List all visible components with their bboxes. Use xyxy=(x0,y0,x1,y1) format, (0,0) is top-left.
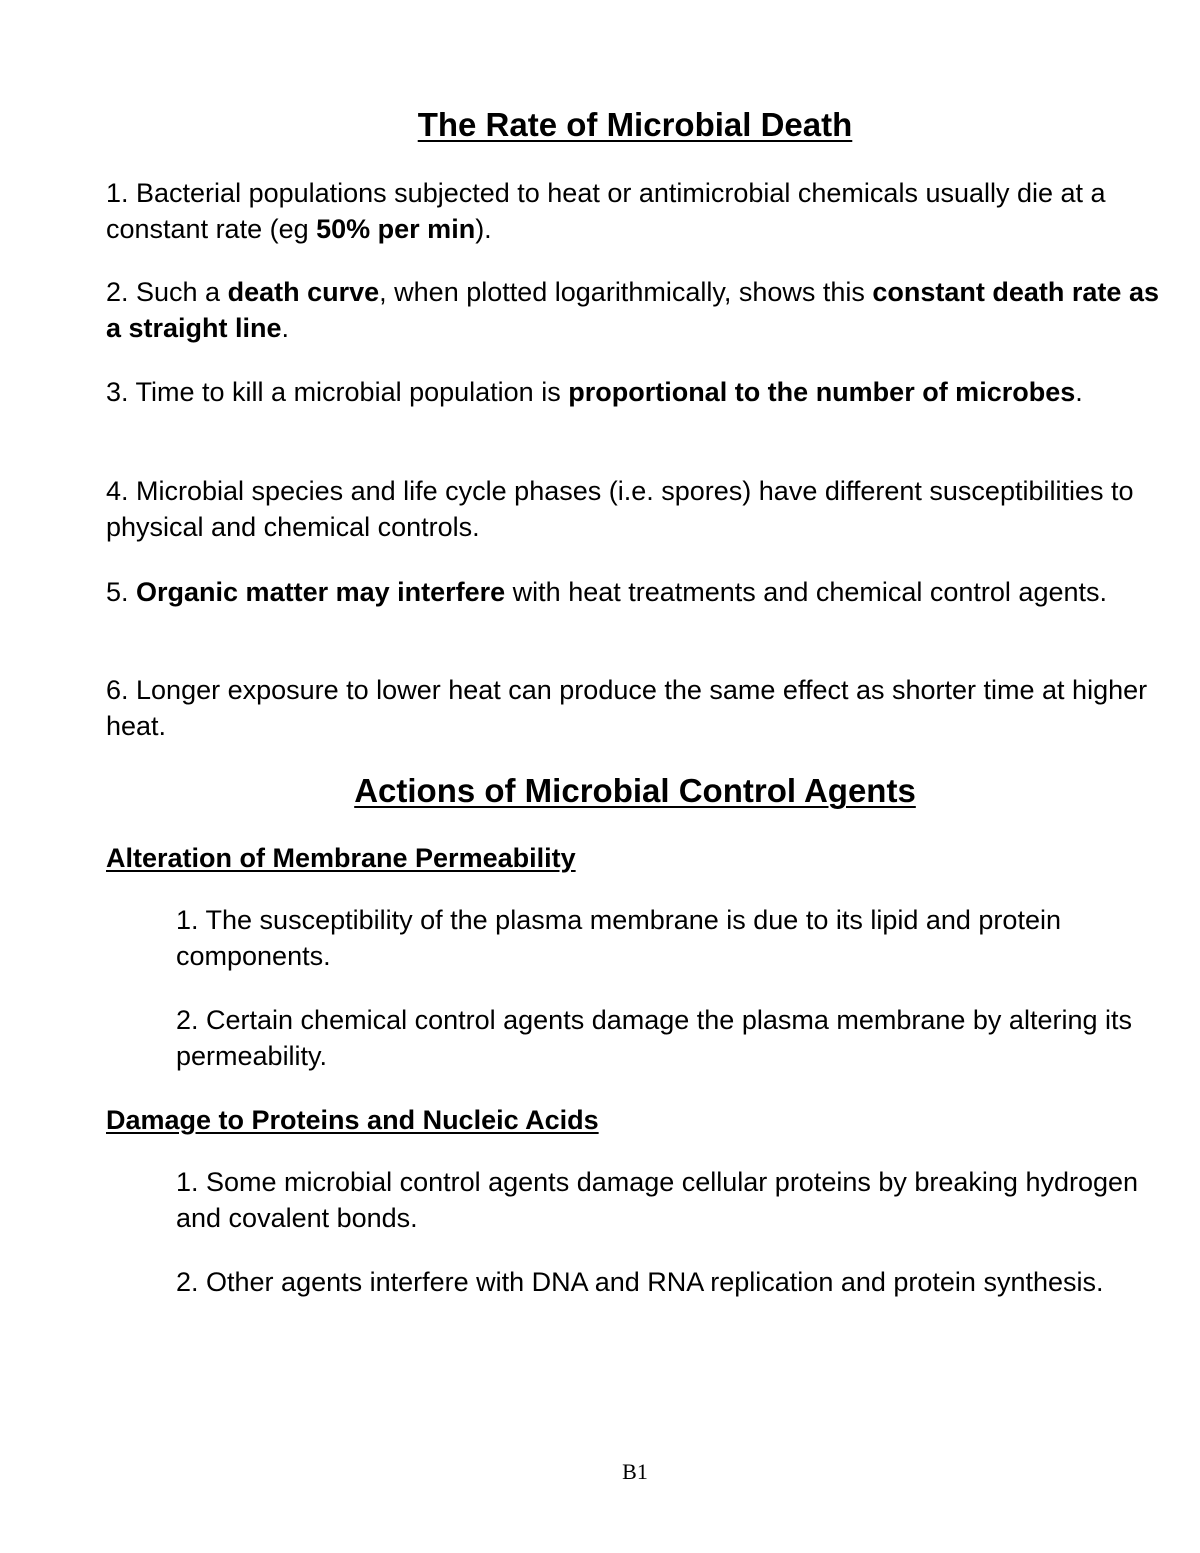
section-title: Actions of Microbial Control Agents xyxy=(354,772,916,809)
rate-point-5: 5. Organic matter may interfere with heat treatments and chemical control agents. xyxy=(106,577,1107,607)
membrane-item-2: 2. Certain chemical control agents damage the plasma membrane by altering its permeability. xyxy=(176,1005,1132,1071)
page-title: The Rate of Microbial Death xyxy=(417,106,853,143)
proteins-item-2: 2. Other agents interfere with DNA and RNA replication and protein synthesis. xyxy=(176,1267,1104,1297)
rate-point-3: 3. Time to kill a microbial population is proportional to the number of microbes. xyxy=(106,377,1083,407)
subsection-heading-membrane: Alteration of Membrane Permeability xyxy=(106,843,576,873)
rate-point-6: 6. Longer exposure to lower heat can produce the same effect as shorter time at higher heat. xyxy=(106,675,1148,741)
page-number: B1 xyxy=(622,1459,648,1484)
subsection-heading-proteins: Damage to Proteins and Nucleic Acids xyxy=(106,1105,599,1135)
proteins-item-1: 1. Some microbial control agents damage cellular proteins by breaking hydrogen and covalent bonds. xyxy=(176,1167,1139,1233)
rate-point-1: 1. Bacterial populations subjected to heat or antimicrobial chemicals usually die at a constant rate (eg 50% per min). xyxy=(106,178,1106,244)
rate-point-2: 2. Such a death curve, when plotted logarithmically, shows this constant death rate as a straight line. xyxy=(106,277,1159,343)
membrane-item-1: 1. The susceptibility of the plasma membrane is due to its lipid and protein components. xyxy=(176,905,1061,971)
rate-point-4: 4. Microbial species and life cycle phases (i.e. spores) have different susceptibilities to physical and chemical controls. xyxy=(106,476,1134,542)
